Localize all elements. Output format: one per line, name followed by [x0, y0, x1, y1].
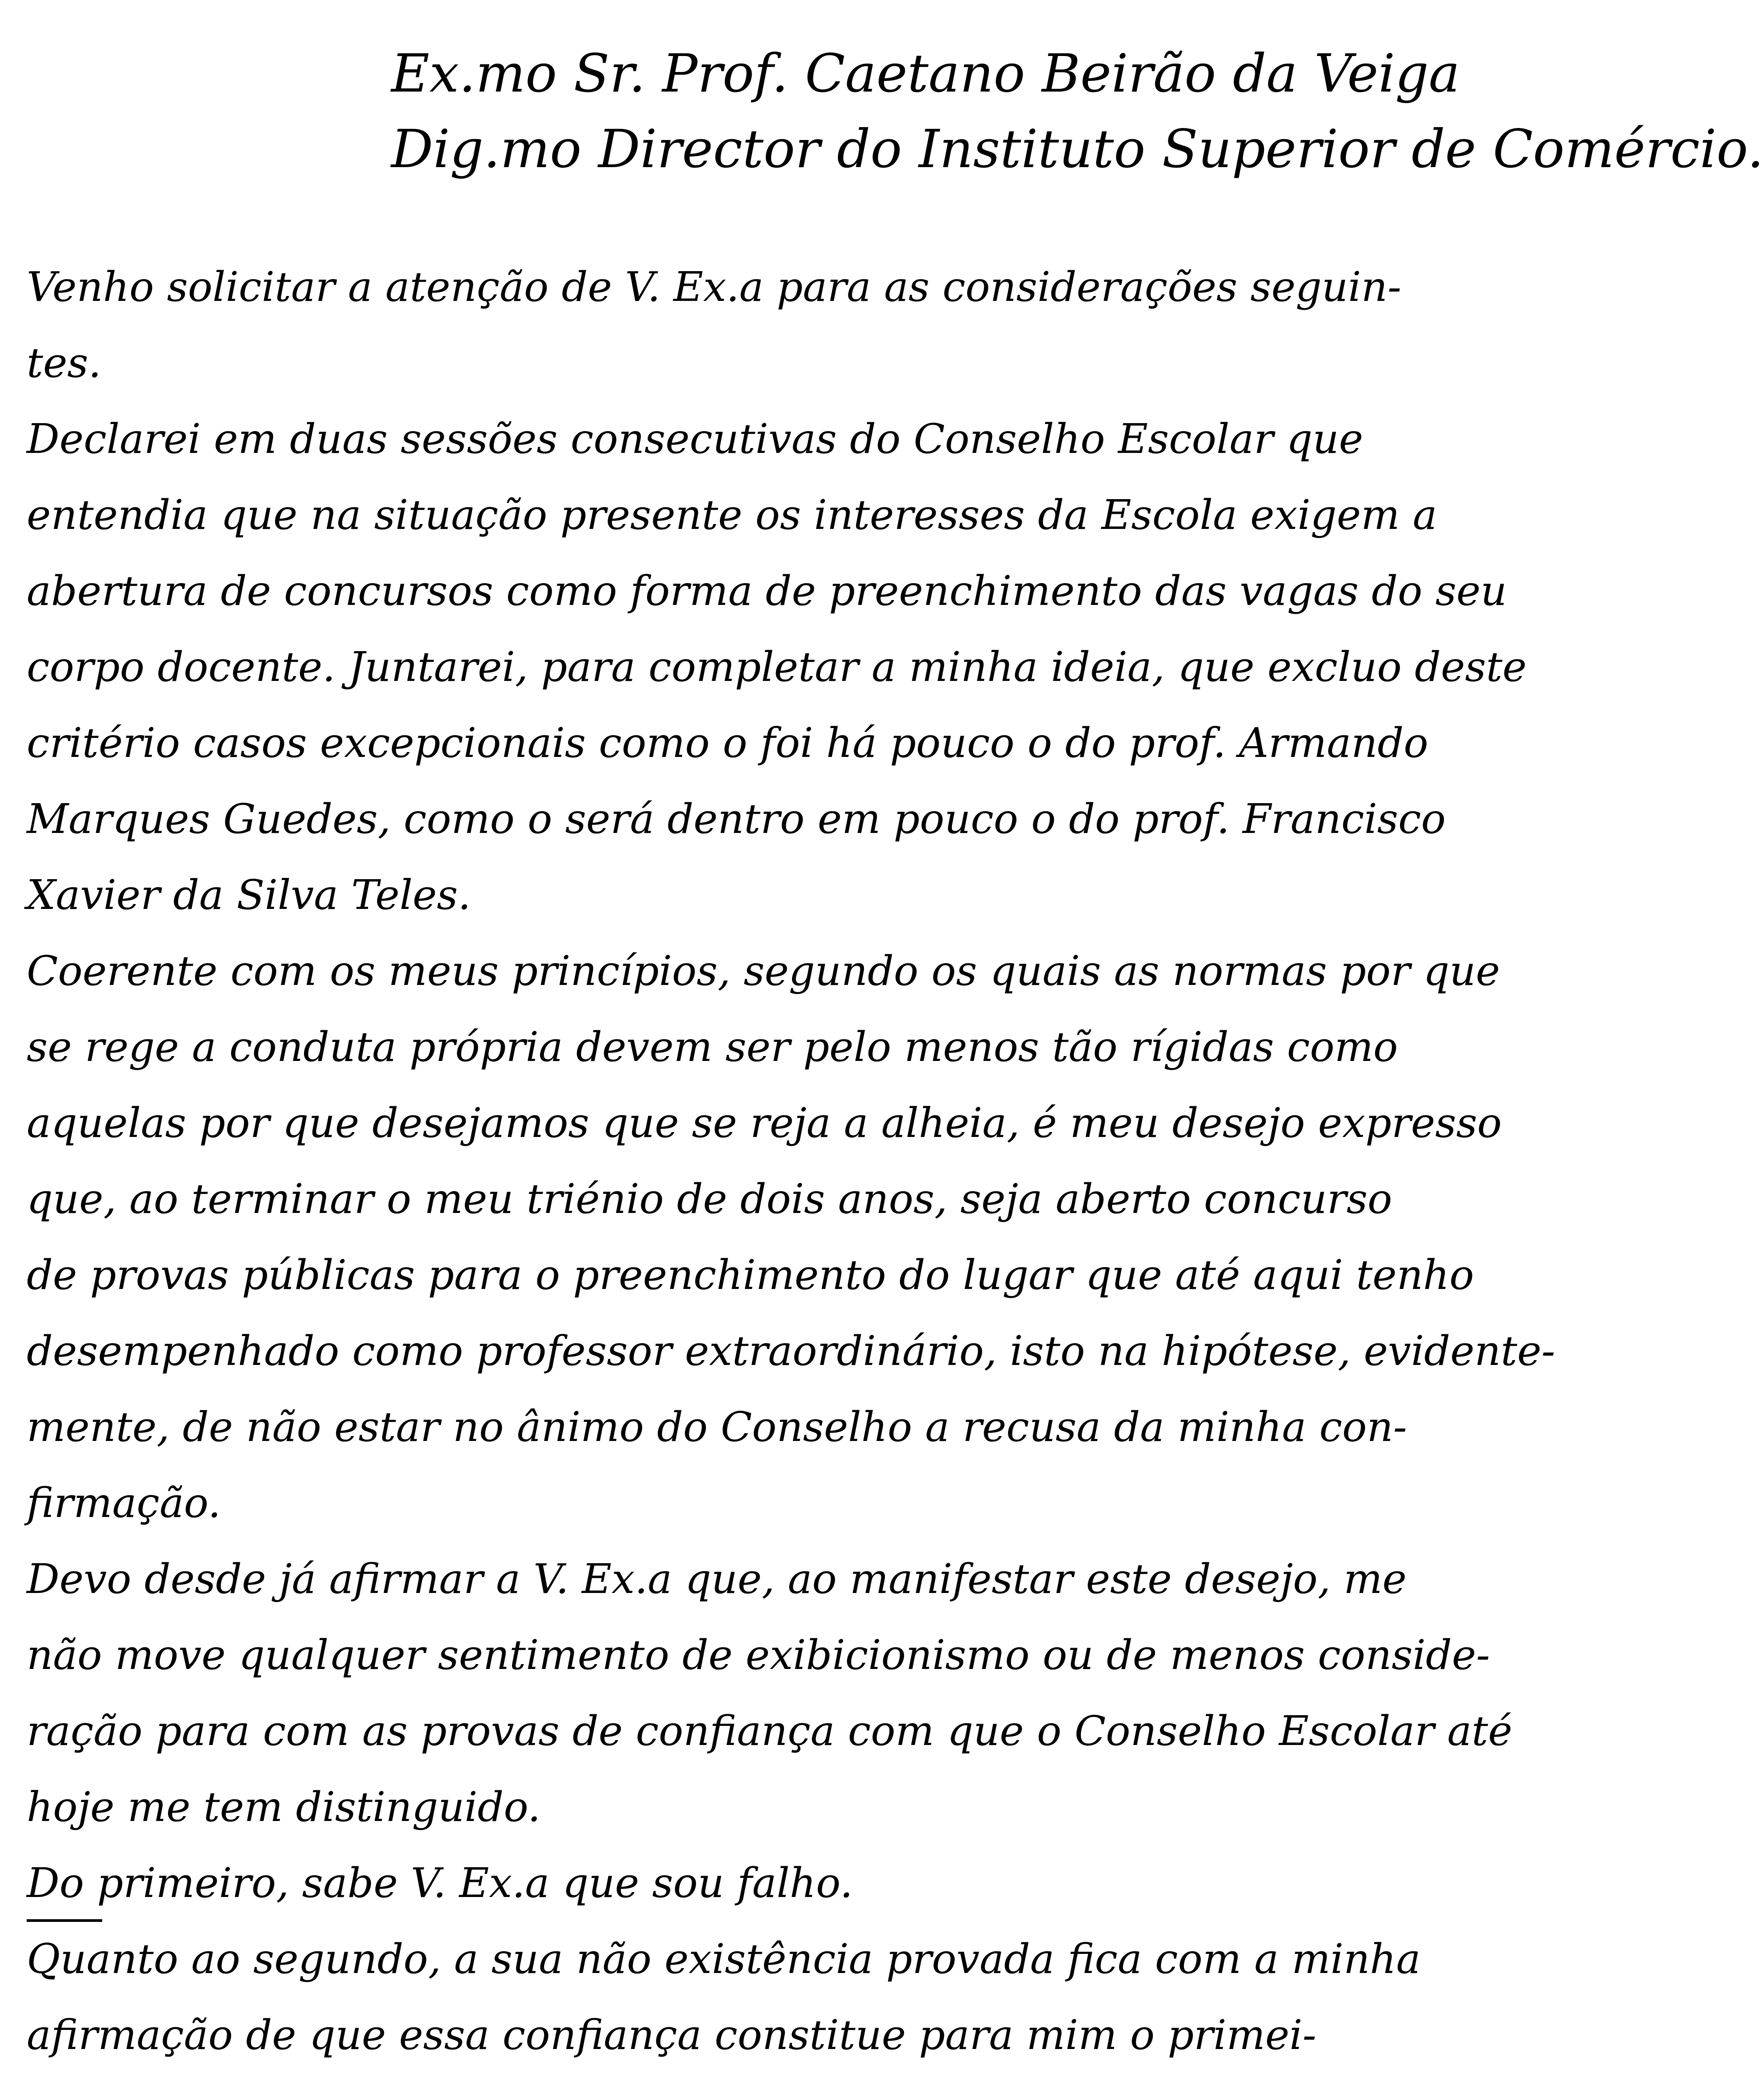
address-line: Dig.mo Director do Instituto Superior de Comércio.	[391, 118, 1764, 180]
body-line: Xavier da Silva Teles.	[27, 871, 471, 919]
body-line: abertura de concursos como forma de preenchimento das vagas do seu	[27, 567, 1507, 615]
body-line: entendia que na situação presente os interesses da Escola exigem a	[27, 491, 1437, 539]
body-line: afirmação de que essa confiança constitue para mim o primei-	[27, 2011, 1316, 2059]
body-line: mente, de não estar no ânimo do Conselho a recusa da minha con-	[27, 1403, 1407, 1451]
body-line: Marques Guedes, como o será dentro em pouco o do prof. Francisco	[27, 795, 1446, 843]
body-line: Quanto ao segundo, a sua não existência provada fica com a minha	[27, 1935, 1421, 1983]
footer-rule	[27, 1919, 102, 1922]
body-line: critério casos excepcionais como o foi há pouco o do prof. Armando	[27, 719, 1428, 767]
body-line: corpo docente. Juntarei, para completar a minha ideia, que excluo deste	[27, 643, 1527, 691]
letter-body	[27, 249, 1556, 2073]
body-line: de provas públicas para o preenchimento do lugar que até aqui tenho	[27, 1251, 1474, 1299]
body-line: tes.	[27, 339, 101, 387]
body-line: Coerente com os meus princípios, segundo os quais as normas por que	[27, 947, 1500, 995]
body-line: Venho solicitar a atenção de V. Ex.a para as considerações seguin-	[27, 263, 1401, 311]
body-line: ração para com as provas de confiança com que o Conselho Escolar até	[27, 1707, 1512, 1755]
body-line: Declarei em duas sessões consecutivas do Conselho Escolar que	[27, 415, 1364, 463]
body-line: hoje me tem distinguido.	[27, 1783, 541, 1831]
body-line: que, ao terminar o meu triénio de dois anos, seja aberto concurso	[27, 1175, 1392, 1223]
body-line: Do primeiro, sabe V. Ex.a que sou falho.	[27, 1859, 853, 1907]
body-line: se rege a conduta própria devem ser pelo menos tão rígidas como	[27, 1023, 1398, 1071]
address-line: Ex.mo Sr. Prof. Caetano Beirão da Veiga	[391, 43, 1460, 104]
body-line: Devo desde já afirmar a V. Ex.a que, ao manifestar este desejo, me	[27, 1555, 1407, 1603]
body-line: firmação.	[27, 1479, 221, 1527]
body-line: aquelas por que desejamos que se reja a alheia, é meu desejo expresso	[27, 1099, 1502, 1147]
body-line: desempenhado como professor extraordinário, isto na hipótese, evidente-	[27, 1327, 1556, 1375]
letter-address	[391, 36, 1764, 187]
body-line: não move qualquer sentimento de exibicionismo ou de menos conside-	[27, 1631, 1490, 1679]
